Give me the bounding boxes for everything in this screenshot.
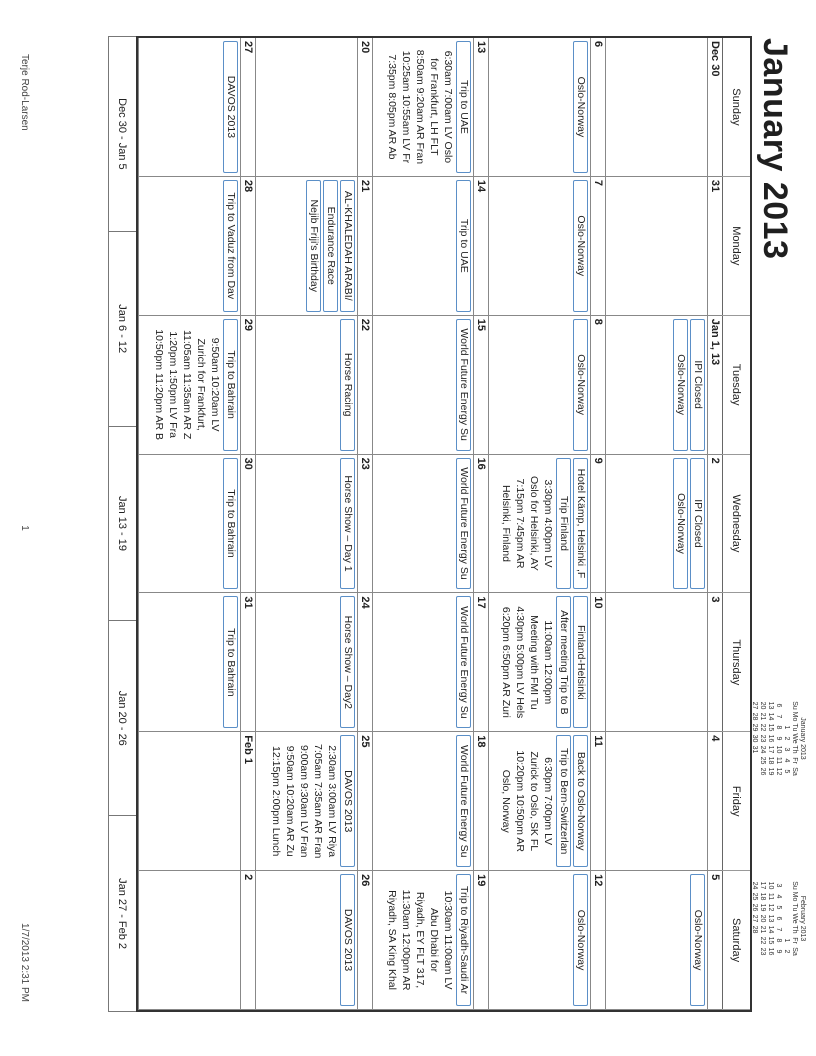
mini-calendar-date bbox=[782, 880, 790, 891]
event-detail-line: 7:05am 7:35am AR Fran bbox=[311, 744, 324, 859]
day-cell[interactable] bbox=[605, 455, 722, 594]
week-range-strip bbox=[108, 36, 136, 1012]
mini-calendar-date: 14 bbox=[767, 712, 774, 721]
calendar-event[interactable]: Trip to UAE bbox=[456, 180, 471, 312]
event-detail-line: 6:20pm 6:50pm AR Zuri bbox=[500, 606, 513, 718]
day-number: 20 bbox=[357, 38, 372, 176]
mini-calendar-date: 3 bbox=[783, 747, 790, 752]
event-detail-line: 7:35pm 8:05pm AR Ab bbox=[386, 54, 399, 160]
mini-calendar-date: 28 bbox=[751, 925, 758, 934]
event-detail-line: 9:50am 10:20am AR Zu bbox=[283, 745, 296, 857]
mini-calendar-weekday: Fr bbox=[791, 757, 798, 764]
mini-calendar-date: 21 bbox=[759, 712, 766, 721]
mini-calendar-date: 10 bbox=[775, 745, 782, 754]
day-number: 25 bbox=[357, 732, 372, 870]
event-detail-line: 12:15pm 2:00pm Lunch bbox=[269, 746, 282, 857]
day-number: 31 bbox=[240, 593, 255, 731]
footer-owner: Terje Rod-Larsen bbox=[19, 54, 30, 131]
mini-calendar-date: 30 bbox=[751, 734, 758, 743]
mini-calendar-grid bbox=[750, 880, 798, 957]
day-cell[interactable] bbox=[372, 593, 489, 732]
mini-calendar-date: 28 bbox=[751, 712, 758, 721]
mini-calendar-january bbox=[750, 700, 806, 777]
day-cell[interactable] bbox=[138, 593, 255, 732]
mini-calendar-header-row bbox=[790, 700, 798, 777]
mini-calendar-week-row bbox=[758, 700, 766, 777]
calendar-event[interactable]: Trip to Vaduz from Dav bbox=[223, 180, 238, 312]
day-cell[interactable] bbox=[138, 38, 255, 177]
day-number: 12 bbox=[590, 871, 605, 1009]
day-cell[interactable] bbox=[605, 38, 722, 177]
day-cell[interactable] bbox=[138, 177, 255, 316]
mini-calendar-date: 27 bbox=[751, 701, 758, 710]
mini-calendar-date: 4 bbox=[775, 894, 782, 899]
day-number: 22 bbox=[357, 316, 372, 454]
mini-calendar-date: 27 bbox=[751, 914, 758, 923]
day-cell[interactable] bbox=[255, 593, 372, 732]
day-number: 23 bbox=[357, 455, 372, 593]
calendar-event[interactable]: Back to Oslo-Norway bbox=[573, 735, 588, 867]
event-detail-line: Abu Dhabi for bbox=[428, 907, 441, 973]
mini-calendar-date: 17 bbox=[759, 881, 766, 890]
day-number: 11 bbox=[590, 732, 605, 870]
day-number: Dec 30 bbox=[707, 38, 722, 176]
mini-calendar-date: 5 bbox=[775, 905, 782, 910]
day-cell[interactable] bbox=[488, 593, 605, 732]
mini-calendar-week-row bbox=[782, 700, 790, 777]
calendar-event[interactable]: DAVOS 2013 bbox=[340, 874, 355, 1006]
day-number: 16 bbox=[473, 455, 488, 593]
day-cell[interactable] bbox=[488, 732, 605, 871]
day-number: 21 bbox=[357, 177, 372, 315]
week-range-label: Dec 30 - Jan 5 bbox=[109, 37, 136, 232]
mini-calendar-date bbox=[782, 913, 790, 924]
mini-calendar-weekday: Su bbox=[791, 701, 798, 710]
calendar-event[interactable]: Oslo-Norway bbox=[690, 874, 705, 1006]
calendar-event[interactable]: IPI Closed bbox=[690, 319, 705, 451]
mini-calendar-date: 8 bbox=[775, 725, 782, 730]
calendar-event[interactable]: Trip to Bahrain bbox=[223, 458, 238, 590]
mini-calendar-date: 21 bbox=[759, 925, 766, 934]
day-number: 9 bbox=[590, 455, 605, 593]
day-cell[interactable] bbox=[372, 316, 489, 455]
mini-calendar-week-row bbox=[782, 880, 790, 957]
mini-calendar-week-row bbox=[766, 880, 774, 957]
day-cell[interactable] bbox=[255, 871, 372, 1010]
mini-calendar-date: 1 bbox=[783, 938, 790, 943]
mini-calendar-date: 16 bbox=[767, 734, 774, 743]
mini-calendar-week-row bbox=[774, 700, 782, 777]
mini-calendar-date: 9 bbox=[775, 949, 782, 954]
day-cell[interactable] bbox=[605, 316, 722, 455]
event-detail-line: 11:00am 12:00pm bbox=[542, 620, 555, 705]
calendar-event[interactable]: Oslo-Norway bbox=[673, 319, 688, 451]
mini-calendar-date: 19 bbox=[759, 903, 766, 912]
calendar-event[interactable]: DAVOS 2013 bbox=[340, 735, 355, 867]
calendar-event[interactable]: Trip to Bahrain bbox=[223, 596, 238, 728]
mini-calendar-date: 24 bbox=[751, 881, 758, 890]
day-number: 14 bbox=[473, 177, 488, 315]
day-number: Jan 1, 13 bbox=[707, 316, 722, 454]
footer-page-number: 1 bbox=[19, 525, 30, 531]
mini-calendar-weekday: We bbox=[791, 913, 798, 924]
mini-calendar-date: 24 bbox=[759, 745, 766, 754]
mini-calendar-grid bbox=[750, 700, 798, 777]
calendar-event[interactable]: Trip to Bern-Switzerlan bbox=[556, 735, 571, 867]
mini-calendar-date: 5 bbox=[783, 769, 790, 774]
mini-calendar-date: 2 bbox=[783, 949, 790, 954]
mini-calendar-date: 6 bbox=[775, 916, 782, 921]
calendar-event[interactable]: Finland-Helsinki bbox=[573, 596, 588, 728]
event-detail-line: 10:30am 11:00am LV bbox=[442, 890, 455, 990]
mini-calendar-weekday: Mo bbox=[791, 711, 798, 722]
calendar-event[interactable]: Trip to Riyadh-Saudi Ar bbox=[456, 874, 471, 1006]
mini-calendar-date: 20 bbox=[759, 914, 766, 923]
day-number: 29 bbox=[240, 316, 255, 454]
month-grid bbox=[136, 36, 752, 1012]
mini-calendar-date: 13 bbox=[767, 914, 774, 923]
event-detail-line: 6:30pm 7:00pm LV bbox=[542, 757, 555, 846]
day-of-week-label: Sunday bbox=[722, 38, 750, 177]
day-number: 26 bbox=[357, 871, 372, 1009]
footer-timestamp: 1/7/2013 2:31 PM bbox=[19, 923, 30, 1002]
mini-calendar-date bbox=[782, 902, 790, 913]
event-detail-line: 11:05am 11:35am AR Z bbox=[180, 329, 193, 440]
day-cell[interactable] bbox=[488, 871, 605, 1010]
mini-calendar-date: 12 bbox=[767, 903, 774, 912]
event-detail-line: for Frankfurt, LH FLT bbox=[428, 58, 441, 156]
day-cell[interactable] bbox=[138, 316, 255, 455]
mini-calendar-date: 23 bbox=[759, 947, 766, 956]
mini-calendar-date bbox=[782, 700, 790, 711]
day-number: 2 bbox=[240, 871, 255, 1009]
mini-calendar-date: 11 bbox=[775, 756, 782, 765]
day-number: 27 bbox=[240, 38, 255, 176]
event-detail-line: 3:30pm 4:00pm LV bbox=[542, 479, 555, 568]
mini-calendar-date: 15 bbox=[767, 936, 774, 945]
day-number: 15 bbox=[473, 316, 488, 454]
day-number: 13 bbox=[473, 38, 488, 176]
day-number: 6 bbox=[590, 38, 605, 176]
day-of-week-label: Wednesday bbox=[722, 455, 750, 594]
mini-calendar-date: 26 bbox=[751, 903, 758, 912]
calendar-event[interactable]: World Future Energy Su bbox=[456, 596, 471, 728]
mini-calendar-date: 3 bbox=[775, 883, 782, 888]
day-cell[interactable] bbox=[372, 455, 489, 594]
day-number: 18 bbox=[473, 732, 488, 870]
mini-calendar-date: 11 bbox=[767, 892, 774, 901]
mini-calendar-date: 6 bbox=[775, 703, 782, 708]
event-detail-line: 10:25am 10:55am LV Fr bbox=[400, 50, 413, 164]
calendar-event[interactable]: IPI Closed bbox=[690, 458, 705, 590]
day-cell[interactable] bbox=[605, 593, 722, 732]
event-detail-line: Helsinki, Finland bbox=[500, 484, 513, 562]
day-cell[interactable] bbox=[255, 455, 372, 594]
day-cell[interactable] bbox=[138, 871, 255, 1010]
calendar-event[interactable]: DAVOS 2013 bbox=[223, 41, 238, 173]
mini-calendar-date: 1 bbox=[783, 725, 790, 730]
day-number: 28 bbox=[240, 177, 255, 315]
mini-calendar-date: 12 bbox=[775, 767, 782, 776]
mini-calendar-date: 25 bbox=[759, 756, 766, 765]
event-detail-line: 8:50am 9:20am AR Fran bbox=[414, 49, 427, 165]
day-cell[interactable] bbox=[605, 871, 722, 1010]
week-range-label: Jan 6 - 12 bbox=[109, 232, 136, 427]
mini-calendar-weekday: Sa bbox=[791, 767, 798, 776]
week-range-label: Jan 13 - 19 bbox=[109, 427, 136, 622]
day-number: 10 bbox=[590, 593, 605, 731]
day-cell[interactable] bbox=[488, 316, 605, 455]
event-detail-line: 6:30am 7:00am LV Oslo bbox=[442, 50, 455, 164]
mini-calendar-date: 2 bbox=[783, 736, 790, 741]
day-number: 24 bbox=[357, 593, 372, 731]
event-detail-line: Oslo for Helsinki, AY bbox=[528, 476, 541, 571]
week-range-label: Jan 20 - 26 bbox=[109, 621, 136, 816]
event-detail-line: 10:20pm 10:50pm AR bbox=[514, 750, 527, 852]
mini-calendar-date bbox=[782, 711, 790, 722]
mini-calendar-date: 19 bbox=[767, 767, 774, 776]
day-of-week-label: Friday bbox=[722, 732, 750, 871]
mini-calendar-week-row bbox=[766, 700, 774, 777]
calendar-event[interactable]: Trip to UAE bbox=[456, 41, 471, 173]
calendar-event[interactable]: After meeting Trip to B bbox=[556, 596, 571, 728]
mini-calendar-date: 13 bbox=[767, 701, 774, 710]
mini-calendar-weekday: Tu bbox=[791, 903, 798, 912]
mini-calendar-date: 26 bbox=[759, 767, 766, 776]
event-detail-line: 4:30pm 5:00pm LV Hels bbox=[514, 606, 527, 719]
event-detail-line: 7:15pm 7:45pm AR bbox=[514, 478, 527, 569]
day-number: 7 bbox=[590, 177, 605, 315]
day-number: 8 bbox=[590, 316, 605, 454]
day-cell[interactable] bbox=[488, 38, 605, 177]
calendar-event[interactable]: Endurance Race bbox=[323, 180, 338, 312]
day-cell[interactable] bbox=[372, 177, 489, 316]
mini-calendar-date: 25 bbox=[751, 892, 758, 901]
day-of-week-label: Saturday bbox=[722, 871, 750, 1010]
day-of-week-label: Tuesday bbox=[722, 316, 750, 455]
mini-calendar-date bbox=[782, 924, 790, 935]
day-number: 19 bbox=[473, 871, 488, 1009]
day-number: Feb 1 bbox=[240, 732, 255, 870]
mini-calendar-date: 31 bbox=[751, 745, 758, 754]
mini-calendar-date: 18 bbox=[767, 756, 774, 765]
mini-calendar-weekday: Th bbox=[791, 925, 798, 934]
calendar-event[interactable]: Oslo-Norway bbox=[573, 319, 588, 451]
day-number: 31 bbox=[707, 177, 722, 315]
calendar-event[interactable]: Oslo-Norway bbox=[573, 874, 588, 1006]
mini-calendar-weekday: Sa bbox=[791, 947, 798, 956]
day-cell[interactable] bbox=[372, 871, 489, 1010]
day-cell[interactable] bbox=[255, 732, 372, 871]
calendar-event[interactable]: Trip to Bahrain bbox=[223, 319, 238, 451]
mini-calendar-date: 18 bbox=[759, 892, 766, 901]
day-cell[interactable] bbox=[488, 455, 605, 594]
mini-calendar-week-row bbox=[758, 880, 766, 957]
event-detail-line: 9:00am 9:30am LV Fran bbox=[297, 744, 310, 858]
calendar-event[interactable]: Oslo-Norway bbox=[573, 41, 588, 173]
day-cell[interactable] bbox=[372, 38, 489, 177]
mini-calendar-weekday: We bbox=[791, 733, 798, 744]
day-cell[interactable] bbox=[255, 38, 372, 177]
day-number: 2 bbox=[707, 455, 722, 593]
day-of-week-label: Thursday bbox=[722, 593, 750, 732]
day-cell[interactable] bbox=[605, 732, 722, 871]
mini-calendar-date: 9 bbox=[775, 736, 782, 741]
mini-calendar-date: 7 bbox=[775, 714, 782, 719]
mini-calendar-date bbox=[782, 891, 790, 902]
day-number: 5 bbox=[707, 871, 722, 1009]
event-detail-line: 9:50am 10:20am LV bbox=[208, 337, 221, 432]
event-detail-line: 11:30am 12:00pm AR bbox=[400, 889, 413, 991]
mini-calendar-date: 17 bbox=[767, 745, 774, 754]
day-number: 3 bbox=[707, 593, 722, 731]
mini-calendar-date: 22 bbox=[759, 723, 766, 732]
mini-calendar-title: February 2013 bbox=[799, 895, 806, 942]
event-detail-line: Zurich for Frankfurt, bbox=[194, 338, 207, 431]
calendar-event[interactable]: Oslo-Norway bbox=[673, 458, 688, 590]
mini-calendar-weekday: Fr bbox=[791, 937, 798, 944]
mini-calendar-date: 8 bbox=[775, 938, 782, 943]
day-cell[interactable] bbox=[605, 177, 722, 316]
mini-calendar-date: 29 bbox=[751, 723, 758, 732]
calendar-event[interactable]: Trip Finland bbox=[556, 458, 571, 590]
mini-calendar-february bbox=[750, 880, 806, 957]
mini-calendar-date: 10 bbox=[767, 881, 774, 890]
event-detail-line: Zurick to Oslo, SK FL bbox=[528, 751, 541, 852]
day-cell[interactable] bbox=[255, 177, 372, 316]
event-detail-line: Oslo, Norway bbox=[500, 769, 513, 833]
mini-calendar-date: 23 bbox=[759, 734, 766, 743]
calendar-event[interactable]: Horse Show – Day 1 bbox=[340, 458, 355, 590]
day-cell[interactable] bbox=[138, 732, 255, 871]
day-cell[interactable] bbox=[372, 732, 489, 871]
calendar-event[interactable]: World Future Energy Su bbox=[456, 458, 471, 590]
calendar-event[interactable]: AL-KHALEDAH ARABI/ bbox=[340, 180, 355, 312]
day-number: 30 bbox=[240, 455, 255, 593]
mini-calendar-date: 22 bbox=[759, 936, 766, 945]
event-detail-line: Riyadh, SA King Khal bbox=[386, 890, 399, 990]
mini-calendar-date: 14 bbox=[767, 925, 774, 934]
calendar-event[interactable]: Horse Racing bbox=[340, 319, 355, 451]
mini-calendar-title: January 2013 bbox=[799, 717, 806, 760]
day-number: 17 bbox=[473, 593, 488, 731]
mini-calendar-date: 7 bbox=[775, 927, 782, 932]
mini-calendar-week-row bbox=[774, 880, 782, 957]
event-detail-line: 10:50pm 11:20pm AR B bbox=[152, 329, 165, 440]
event-detail-line: Meeting with FMI Tu bbox=[528, 615, 541, 710]
mini-calendar-weekday: Th bbox=[791, 745, 798, 754]
mini-calendar-date: 4 bbox=[783, 758, 790, 763]
day-cell[interactable] bbox=[255, 316, 372, 455]
event-detail-line: 1:20pm 1:50pm LV Fra bbox=[166, 331, 179, 438]
calendar-event[interactable]: Horse Show – Day2 bbox=[340, 596, 355, 728]
day-of-week-label: Monday bbox=[722, 177, 750, 316]
mini-calendar-weekday: Su bbox=[791, 881, 798, 890]
day-cell[interactable] bbox=[138, 455, 255, 594]
mini-calendar-weekday: Mo bbox=[791, 891, 798, 902]
mini-calendar-date: 16 bbox=[767, 947, 774, 956]
week-range-label: Jan 27 - Feb 2 bbox=[116, 878, 129, 950]
day-number: 4 bbox=[707, 732, 722, 870]
calendar-event[interactable]: World Future Energy Su bbox=[456, 319, 471, 451]
calendar-event[interactable]: Oslo-Norway bbox=[573, 180, 588, 312]
mini-calendar-date: 15 bbox=[767, 723, 774, 732]
calendar-title: January 2013 bbox=[756, 38, 794, 260]
mini-calendar-header-row bbox=[790, 880, 798, 957]
day-cell[interactable] bbox=[488, 177, 605, 316]
mini-calendar-date: 20 bbox=[759, 701, 766, 710]
mini-calendar-weekday: Tu bbox=[791, 723, 798, 732]
calendar-event[interactable]: World Future Energy Su bbox=[456, 735, 471, 867]
event-detail-line: Riyadh, EY FLT 317, bbox=[414, 891, 427, 989]
event-detail-line: 2:30am 3:00am LV Riya bbox=[325, 745, 338, 858]
calendar-event[interactable]: Hotel Kämp, Helsinki ,F bbox=[573, 458, 588, 590]
day-of-week-header bbox=[722, 38, 750, 1010]
calendar-event[interactable]: Nejib Friji's Birthday bbox=[306, 180, 321, 312]
